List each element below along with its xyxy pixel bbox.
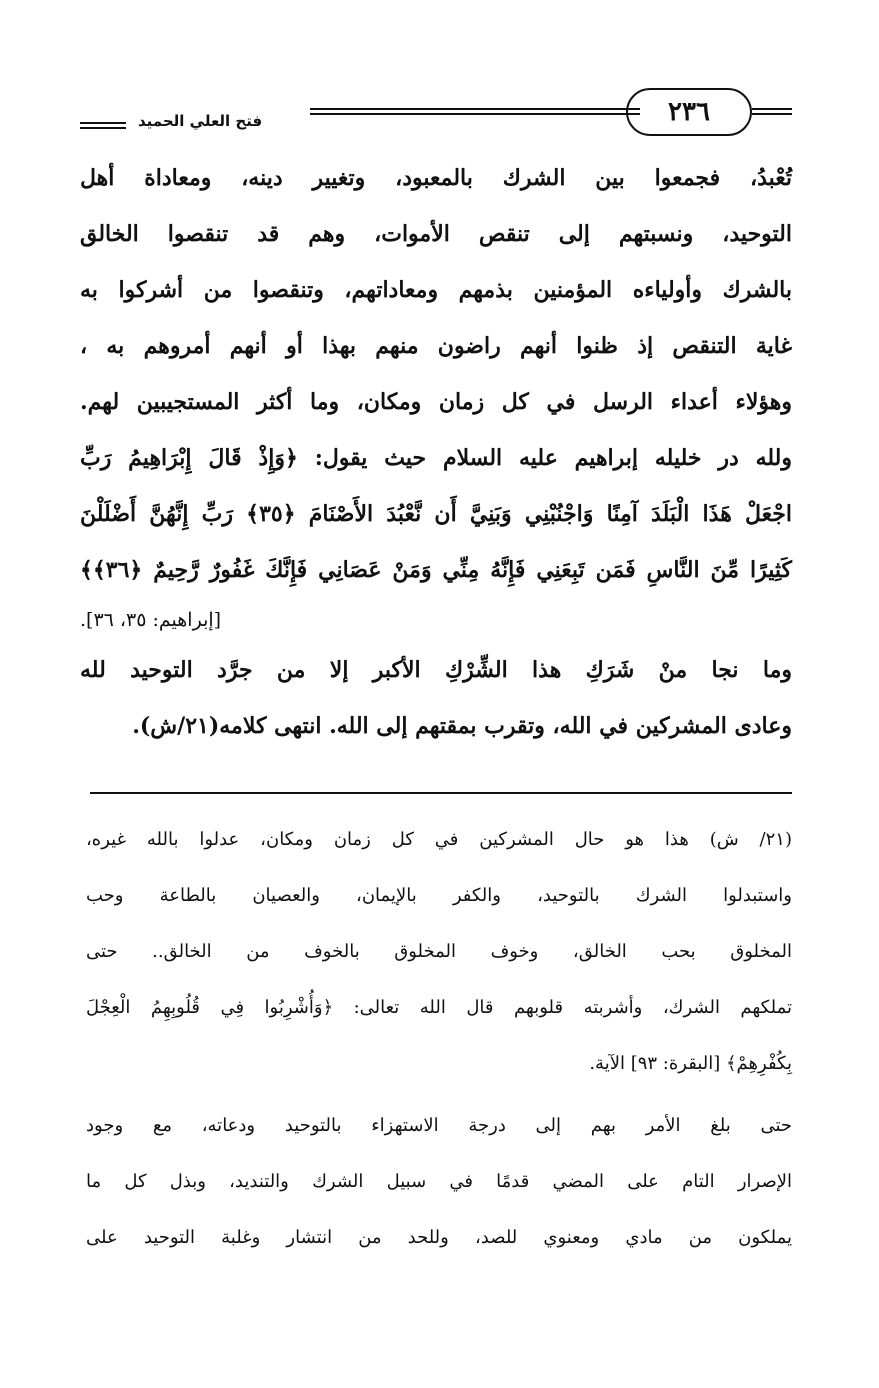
- main-line: التوحيد، ونسبتهم إلى تنقص الأموات، وهم قد تنقصوا الخالق: [80, 221, 792, 247]
- footnote-line: حتى بلغ الأمر بهم إلى درجة الاستهزاء بالتوحيد ودعاته، مع وجود: [86, 1115, 792, 1136]
- footnote-line: تملكهم الشرك، وأشربته قلوبهم قال الله تعالى: ﴿وَأُشْرِبُوا فِي قُلُوبِهِمُ الْعِجْلَ: [86, 997, 792, 1018]
- main-text: [80, 150, 792, 754]
- header-rule-right: [752, 108, 792, 115]
- footnote-separator: [90, 792, 792, 794]
- main-line: بالشرك وأولياءه المؤمنين بذمهم ومعاداتهم، وتنقصوا من أشركوا به: [80, 277, 792, 303]
- footnote-continuation: [86, 1098, 792, 1266]
- page-number: ٢٣٦: [626, 88, 752, 136]
- title-ornament: [80, 122, 126, 129]
- page-header: [80, 82, 792, 142]
- quran-line: ولله در خليله إبراهيم عليه السلام حيث يقول: ﴿وَإِذْ قَالَ إِبْرَاهِيمُ رَبِّ: [80, 445, 792, 471]
- main-line: تُعْبدُ، فجمعوا بين الشرك بالمعبود، وتغيير دينه، ومعاداة أهل: [80, 165, 792, 191]
- main-line: وما نجا منْ شَرَكِ هذا الشِّرْكِ الأكبر إلا من جرَّد التوحيد لله: [80, 657, 792, 683]
- quran-line: اجْعَلْ هَذَا الْبَلَدَ آمِنًا وَاجْنُبْنِي وَبَنِيَّ أَن نَّعْبُدَ الأَصْنَامَ ﴿٣٥﴾ رَبِّ إِنَّهُنَّ أَضْلَلْنَ: [80, 501, 792, 527]
- footnote-line: واستبدلوا الشرك بالتوحيد، والكفر بالإيمان، والعصيان بالطاعة وحب: [86, 885, 792, 906]
- main-line: وهؤلاء أعداء الرسل في كل زمان ومكان، وما أكثر المستجيبين لهم.: [80, 389, 792, 415]
- footnote: [86, 812, 792, 1092]
- footnote-line: (٢١/ ش) هذا هو حال المشركين في كل زمان ومكان، عدلوا بالله غيره،: [86, 829, 792, 850]
- footnote-line: الإصرار التام على المضي قدمًا في سبيل الشرك والتنديد، وبذل كل ما: [86, 1171, 792, 1192]
- quran-line: كَثِيرًا مِّنَ النَّاسِ فَمَن تَبِعَنِي فَإِنَّهُ مِنِّي وَمَنْ عَصَانِي فَإِنَّكَ غَفُورٌ رَّحِيمٌ ﴿٣٦﴾﴾: [80, 557, 792, 583]
- main-line: وعادى المشركين في الله، وتقرب بمقتهم إلى الله. انتهى كلامه(٢١/ش).: [132, 713, 792, 739]
- footnote-line: يملكون من مادي ومعنوي للصد، وللحد من انتشار وغلبة التوحيد على: [86, 1227, 792, 1248]
- verse-citation: [إبراهيم: ٣٥، ٣٦].: [80, 609, 222, 631]
- main-line: غاية التنقص إذ ظنوا أنهم راضون منهم بهذا أو أنهم أمروهم به ،: [80, 333, 792, 359]
- book-title: فتح العلي الحميد: [138, 112, 263, 130]
- footnote-line: بِكُفْرِهِمْ﴾ [البقرة: ٩٣] الآية.: [589, 1053, 792, 1074]
- header-rule-middle: [310, 108, 640, 115]
- footnote-line: المخلوق بحب الخالق، وخوف المخلوق بالخوف من الخالق.. حتى: [86, 941, 792, 962]
